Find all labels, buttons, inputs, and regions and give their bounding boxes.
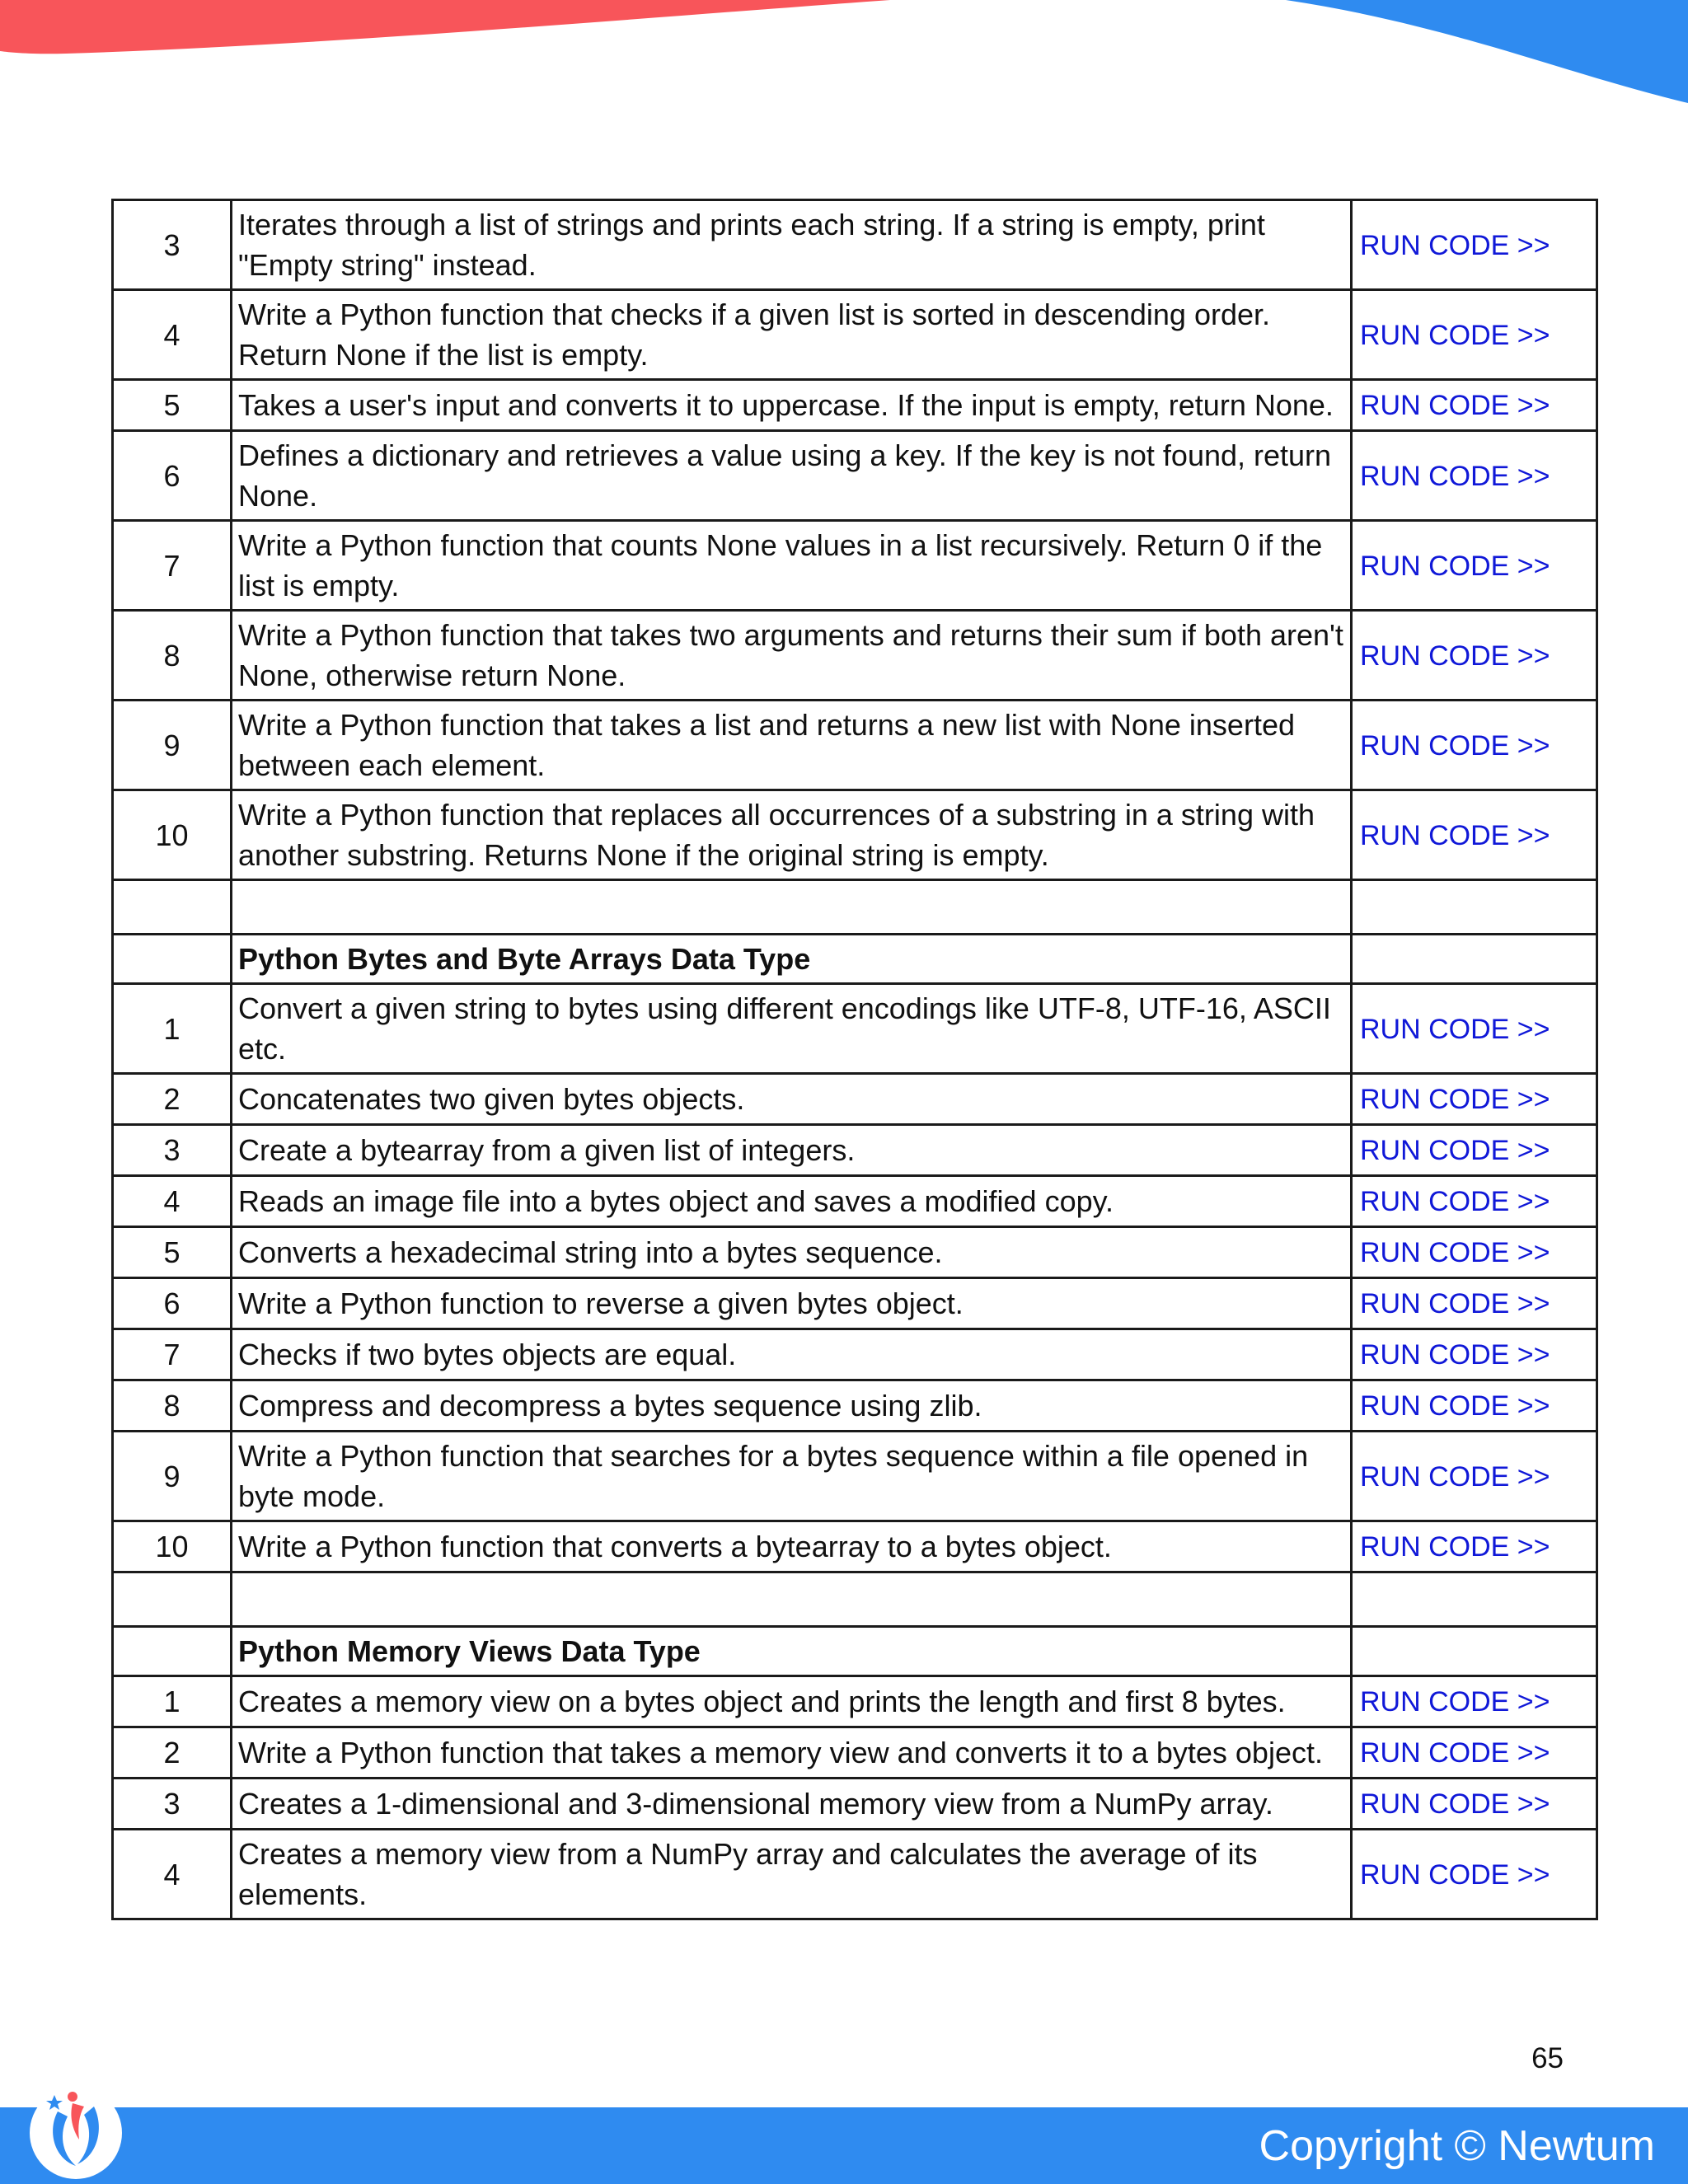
table-row (113, 611, 1597, 701)
row-description: Creates a memory view on a bytes object and prints the length and first 8 bytes. (232, 1676, 1352, 1727)
page-number: 65 (1531, 2042, 1564, 2074)
blank-row (113, 1572, 1597, 1627)
table-row (113, 790, 1597, 880)
row-number: 4 (113, 1830, 232, 1919)
row-number: 2 (113, 1074, 232, 1125)
table-row (113, 701, 1597, 790)
run-code-link[interactable]: RUN CODE >> (1360, 1237, 1550, 1268)
table-row (113, 1727, 1597, 1779)
run-code-link[interactable]: RUN CODE >> (1360, 1858, 1550, 1891)
row-number: 9 (113, 1432, 232, 1521)
row-description: Creates a 1-dimensional and 3-dimensional memory view from a NumPy array. (232, 1779, 1352, 1830)
run-code-link[interactable]: RUN CODE >> (1360, 460, 1550, 492)
row-number: 5 (113, 1227, 232, 1278)
table-row (113, 290, 1597, 380)
table-row (113, 1074, 1597, 1125)
run-code-link[interactable]: RUN CODE >> (1360, 229, 1550, 261)
row-number: 5 (113, 380, 232, 431)
row-description: Create a bytearray from a given list of integers. (232, 1125, 1352, 1176)
row-description: Creates a memory view from a NumPy array and calculates the average of its elements. (232, 1830, 1352, 1919)
row-description: Write a Python function that searches for a bytes sequence within a file opened in byte mode. (232, 1432, 1352, 1521)
row-number: 1 (113, 984, 232, 1074)
row-description: Iterates through a list of strings and prints each string. If a string is empty, print "Empty string" instead. (232, 200, 1352, 290)
row-description: Convert a given string to bytes using different encodings like UTF-8, UTF-16, ASCII etc. (232, 984, 1352, 1074)
header-wave-decoration (0, 0, 1688, 107)
table-row (113, 1676, 1597, 1727)
run-code-link[interactable]: RUN CODE >> (1360, 819, 1550, 851)
table-row (113, 380, 1597, 431)
row-description: Concatenates two given bytes objects. (232, 1074, 1352, 1125)
table-row (113, 200, 1597, 290)
table-row (113, 431, 1597, 521)
run-code-link[interactable]: RUN CODE >> (1360, 729, 1550, 762)
table-row (113, 1521, 1597, 1572)
run-code-link[interactable]: RUN CODE >> (1360, 1788, 1550, 1820)
row-number: 6 (113, 1278, 232, 1329)
row-description: Reads an image file into a bytes object and saves a modified copy. (232, 1176, 1352, 1227)
row-description: Write a Python function that converts a bytearray to a bytes object. (232, 1521, 1352, 1572)
row-number: 2 (113, 1727, 232, 1779)
row-description: Compress and decompress a bytes sequence using zlib. (232, 1380, 1352, 1432)
row-description: Checks if two bytes objects are equal. (232, 1329, 1352, 1380)
run-code-link[interactable]: RUN CODE >> (1360, 1390, 1550, 1422)
section-heading-row (113, 935, 1597, 984)
run-code-link[interactable]: RUN CODE >> (1360, 1288, 1550, 1319)
table-row (113, 1227, 1597, 1278)
run-code-link[interactable]: RUN CODE >> (1360, 1135, 1550, 1166)
run-code-link[interactable]: RUN CODE >> (1360, 390, 1550, 421)
section-heading-bytes: Python Bytes and Byte Arrays Data Type (232, 935, 1352, 984)
row-number: 10 (113, 1521, 232, 1572)
run-code-link[interactable]: RUN CODE >> (1360, 1686, 1550, 1718)
row-number: 6 (113, 431, 232, 521)
row-description: Write a Python function that counts None values in a list recursively. Return 0 if the list is empty. (232, 521, 1352, 611)
row-number: 3 (113, 1779, 232, 1830)
section-heading-memory-views: Python Memory Views Data Type (232, 1627, 1352, 1676)
row-number: 1 (113, 1676, 232, 1727)
row-number: 3 (113, 200, 232, 290)
row-number: 3 (113, 1125, 232, 1176)
table-row (113, 984, 1597, 1074)
row-description: Write a Python function that checks if a given list is sorted in descending order. Return None if the list is empty. (232, 290, 1352, 380)
run-code-link[interactable]: RUN CODE >> (1360, 1531, 1550, 1563)
row-description: Takes a user's input and converts it to uppercase. If the input is empty, return None. (232, 380, 1352, 431)
table-row (113, 1278, 1597, 1329)
table-row (113, 1176, 1597, 1227)
blank-row (113, 880, 1597, 935)
table-row (113, 1125, 1597, 1176)
row-number: 7 (113, 1329, 232, 1380)
table-row (113, 521, 1597, 611)
run-code-link[interactable]: RUN CODE >> (1360, 640, 1550, 672)
row-description: Write a Python function that takes two arguments and returns their sum if both aren't None, otherwise return None. (232, 611, 1352, 701)
row-number: 7 (113, 521, 232, 611)
row-number: 8 (113, 1380, 232, 1432)
run-code-link[interactable]: RUN CODE >> (1360, 1737, 1550, 1769)
row-number: 4 (113, 290, 232, 380)
row-number: 10 (113, 790, 232, 880)
run-code-link[interactable]: RUN CODE >> (1360, 550, 1550, 582)
run-code-link[interactable]: RUN CODE >> (1360, 1084, 1550, 1115)
table-row (113, 1779, 1597, 1830)
run-code-link[interactable]: RUN CODE >> (1360, 1460, 1550, 1493)
run-code-link[interactable]: RUN CODE >> (1360, 319, 1550, 351)
row-number: 9 (113, 701, 232, 790)
row-number: 4 (113, 1176, 232, 1227)
run-code-link[interactable]: RUN CODE >> (1360, 1013, 1550, 1045)
table-row (113, 1380, 1597, 1432)
row-description: Converts a hexadecimal string into a bytes sequence. (232, 1227, 1352, 1278)
row-description: Write a Python function that replaces all occurrences of a substring in a string with another substring. Returns None if the original string is empty. (232, 790, 1352, 880)
exercise-table (111, 199, 1598, 1920)
row-number: 8 (113, 611, 232, 701)
newtum-logo-icon (25, 2079, 128, 2182)
run-code-link[interactable]: RUN CODE >> (1360, 1186, 1550, 1217)
section-heading-row (113, 1627, 1597, 1676)
table-row (113, 1830, 1597, 1919)
row-description: Write a Python function that takes a memory view and converts it to a bytes object. (232, 1727, 1352, 1779)
row-description: Write a Python function that takes a list and returns a new list with None inserted between each element. (232, 701, 1352, 790)
row-description: Write a Python function to reverse a given bytes object. (232, 1278, 1352, 1329)
row-description: Defines a dictionary and retrieves a value using a key. If the key is not found, return None. (232, 431, 1352, 521)
copyright-text: Copyright © Newtum (1259, 2122, 1655, 2170)
run-code-link[interactable]: RUN CODE >> (1360, 1339, 1550, 1371)
table-row (113, 1432, 1597, 1521)
table-row (113, 1329, 1597, 1380)
